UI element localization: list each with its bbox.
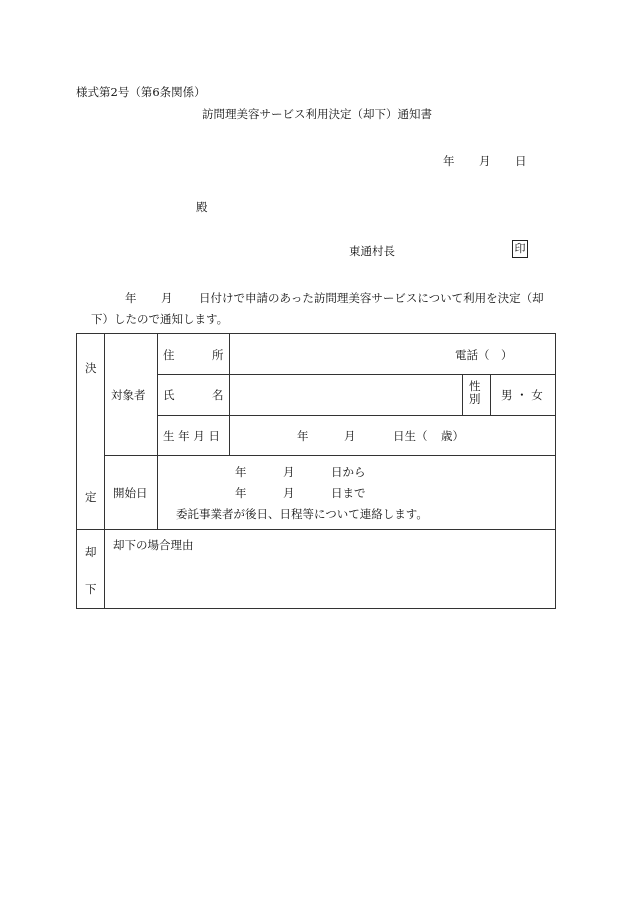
name-label-b: 名 — [212, 388, 224, 402]
table-divider — [77, 529, 555, 530]
address-label-b: 所 — [212, 348, 224, 362]
table-divider — [462, 374, 463, 415]
start-to-year: 年 — [235, 486, 247, 500]
table-divider — [104, 455, 555, 456]
start-from-month: 月 — [283, 465, 295, 479]
reject-label-bottom: 下 — [85, 582, 97, 596]
table-divider — [157, 334, 158, 529]
start-from-year: 年 — [235, 465, 247, 479]
reject-label-top: 却 — [85, 545, 97, 559]
decision-table — [76, 333, 556, 609]
form-number: 様式第2号（第6条関係） — [76, 85, 206, 99]
birth-month: 月 — [344, 429, 356, 443]
addressee-suffix: 殿 — [196, 200, 208, 214]
start-label: 開始日 — [113, 486, 148, 500]
birth-age: 歳） — [441, 429, 464, 443]
reject-reason-label: 却下の場合理由 — [113, 538, 194, 552]
issuer-name: 東通村長 — [349, 244, 395, 258]
table-divider — [157, 415, 555, 416]
table-divider — [157, 374, 555, 375]
date-month: 月 — [479, 154, 491, 168]
body-year: 年 — [125, 291, 137, 305]
decision-label-top: 決 — [85, 361, 97, 375]
gender-options: 男 ・ 女 — [501, 388, 543, 402]
body-text-line2: 下）したので通知します。 — [91, 312, 229, 326]
name-label-a: 氏 — [163, 388, 175, 402]
table-divider — [104, 334, 105, 608]
birth-label: 生 年 月 日 — [163, 429, 220, 443]
start-to-month: 月 — [283, 486, 295, 500]
gender-label: 性 別 — [469, 379, 481, 406]
body-text-line1: 日付けで申請のあった訪問理美容サービスについて利用を決定（却 — [199, 291, 544, 305]
start-from-day: 日から — [331, 465, 366, 479]
date-year: 年 — [443, 154, 455, 168]
address-label-a: 住 — [163, 348, 175, 362]
date-day: 日 — [515, 154, 527, 168]
body-month: 月 — [161, 291, 173, 305]
document-title: 訪問理美容サービス利用決定（却下）通知書 — [202, 107, 432, 121]
contact-note: 委託事業者が後日、日程等について連絡します。 — [176, 507, 428, 521]
table-divider — [229, 334, 230, 455]
seal-mark: 印 — [512, 240, 528, 258]
target-label: 対象者 — [111, 388, 146, 402]
birth-day: 日生（ — [393, 429, 428, 443]
birth-year: 年 — [297, 429, 309, 443]
table-divider — [490, 374, 491, 415]
start-to-day: 日まで — [331, 486, 366, 500]
decision-label-bottom: 定 — [85, 490, 97, 504]
phone-label: 電話（ ） — [455, 348, 513, 362]
